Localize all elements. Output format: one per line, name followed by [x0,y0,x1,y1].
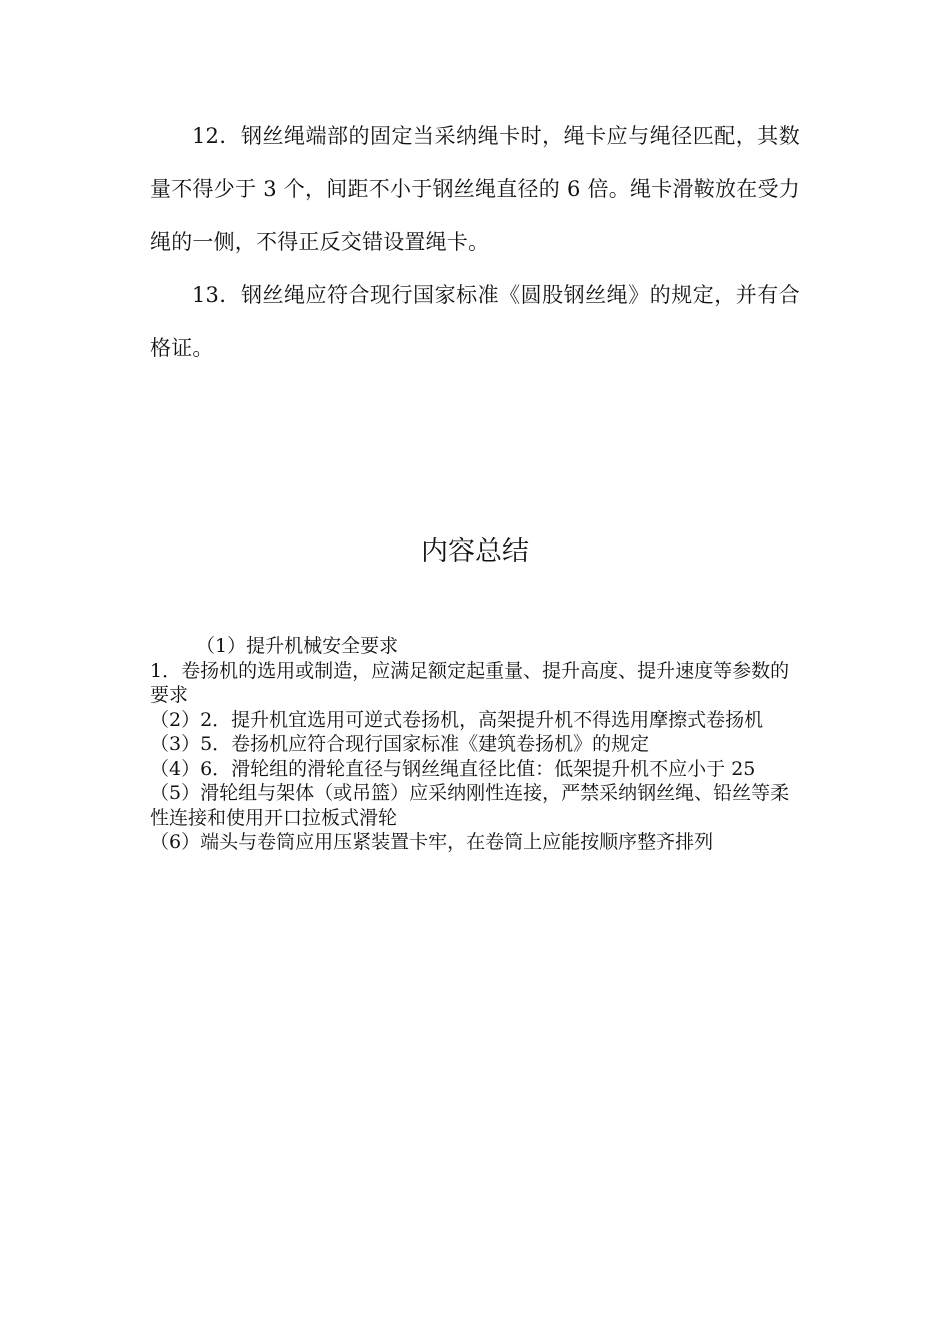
paragraph-12: 12．钢丝绳端部的固定当采纳绳卡时，绳卡应与绳径匹配，其数量不得少于 3 个，间距不小于钢丝绳直径的 6 倍。绳卡滑鞍放在受力绳的一侧，不得正反交错设置绳卡。 [150,124,800,254]
summary-list [150,634,800,855]
summary-line: （2）2．提升机宜选用可逆式卷扬机，高架提升机不得选用摩擦式卷扬机 [150,708,764,731]
paragraph-13: 13．钢丝绳应符合现行国家标准《圆股钢丝绳》的规定，并有合格证。 [150,283,800,360]
body-text [150,110,800,375]
summary-line: （1）提升机械安全要求 [196,635,399,657]
section-title: 内容总结 [421,536,529,567]
summary-line: 1．卷扬机的选用或制造，应满足额定起重量、提升高度、提升速度等参数的要求 [150,659,790,706]
summary-line: （3）5．卷扬机应符合现行国家标准《建筑卷扬机》的规定 [150,733,650,755]
summary-line: （6）端头与卷筒应用压紧装置卡牢，在卷筒上应能按顺序整齐排列 [150,831,714,853]
summary-line: （4）6．滑轮组的滑轮直径与钢丝绳直径比值：低架提升机不应小于 25 [150,757,756,780]
summary-line: （5）滑轮组与架体（或吊篮）应采纳刚性连接，严禁采纳钢丝绳、铅丝等柔性连接和使用开口拉板式滑轮 [150,782,790,829]
